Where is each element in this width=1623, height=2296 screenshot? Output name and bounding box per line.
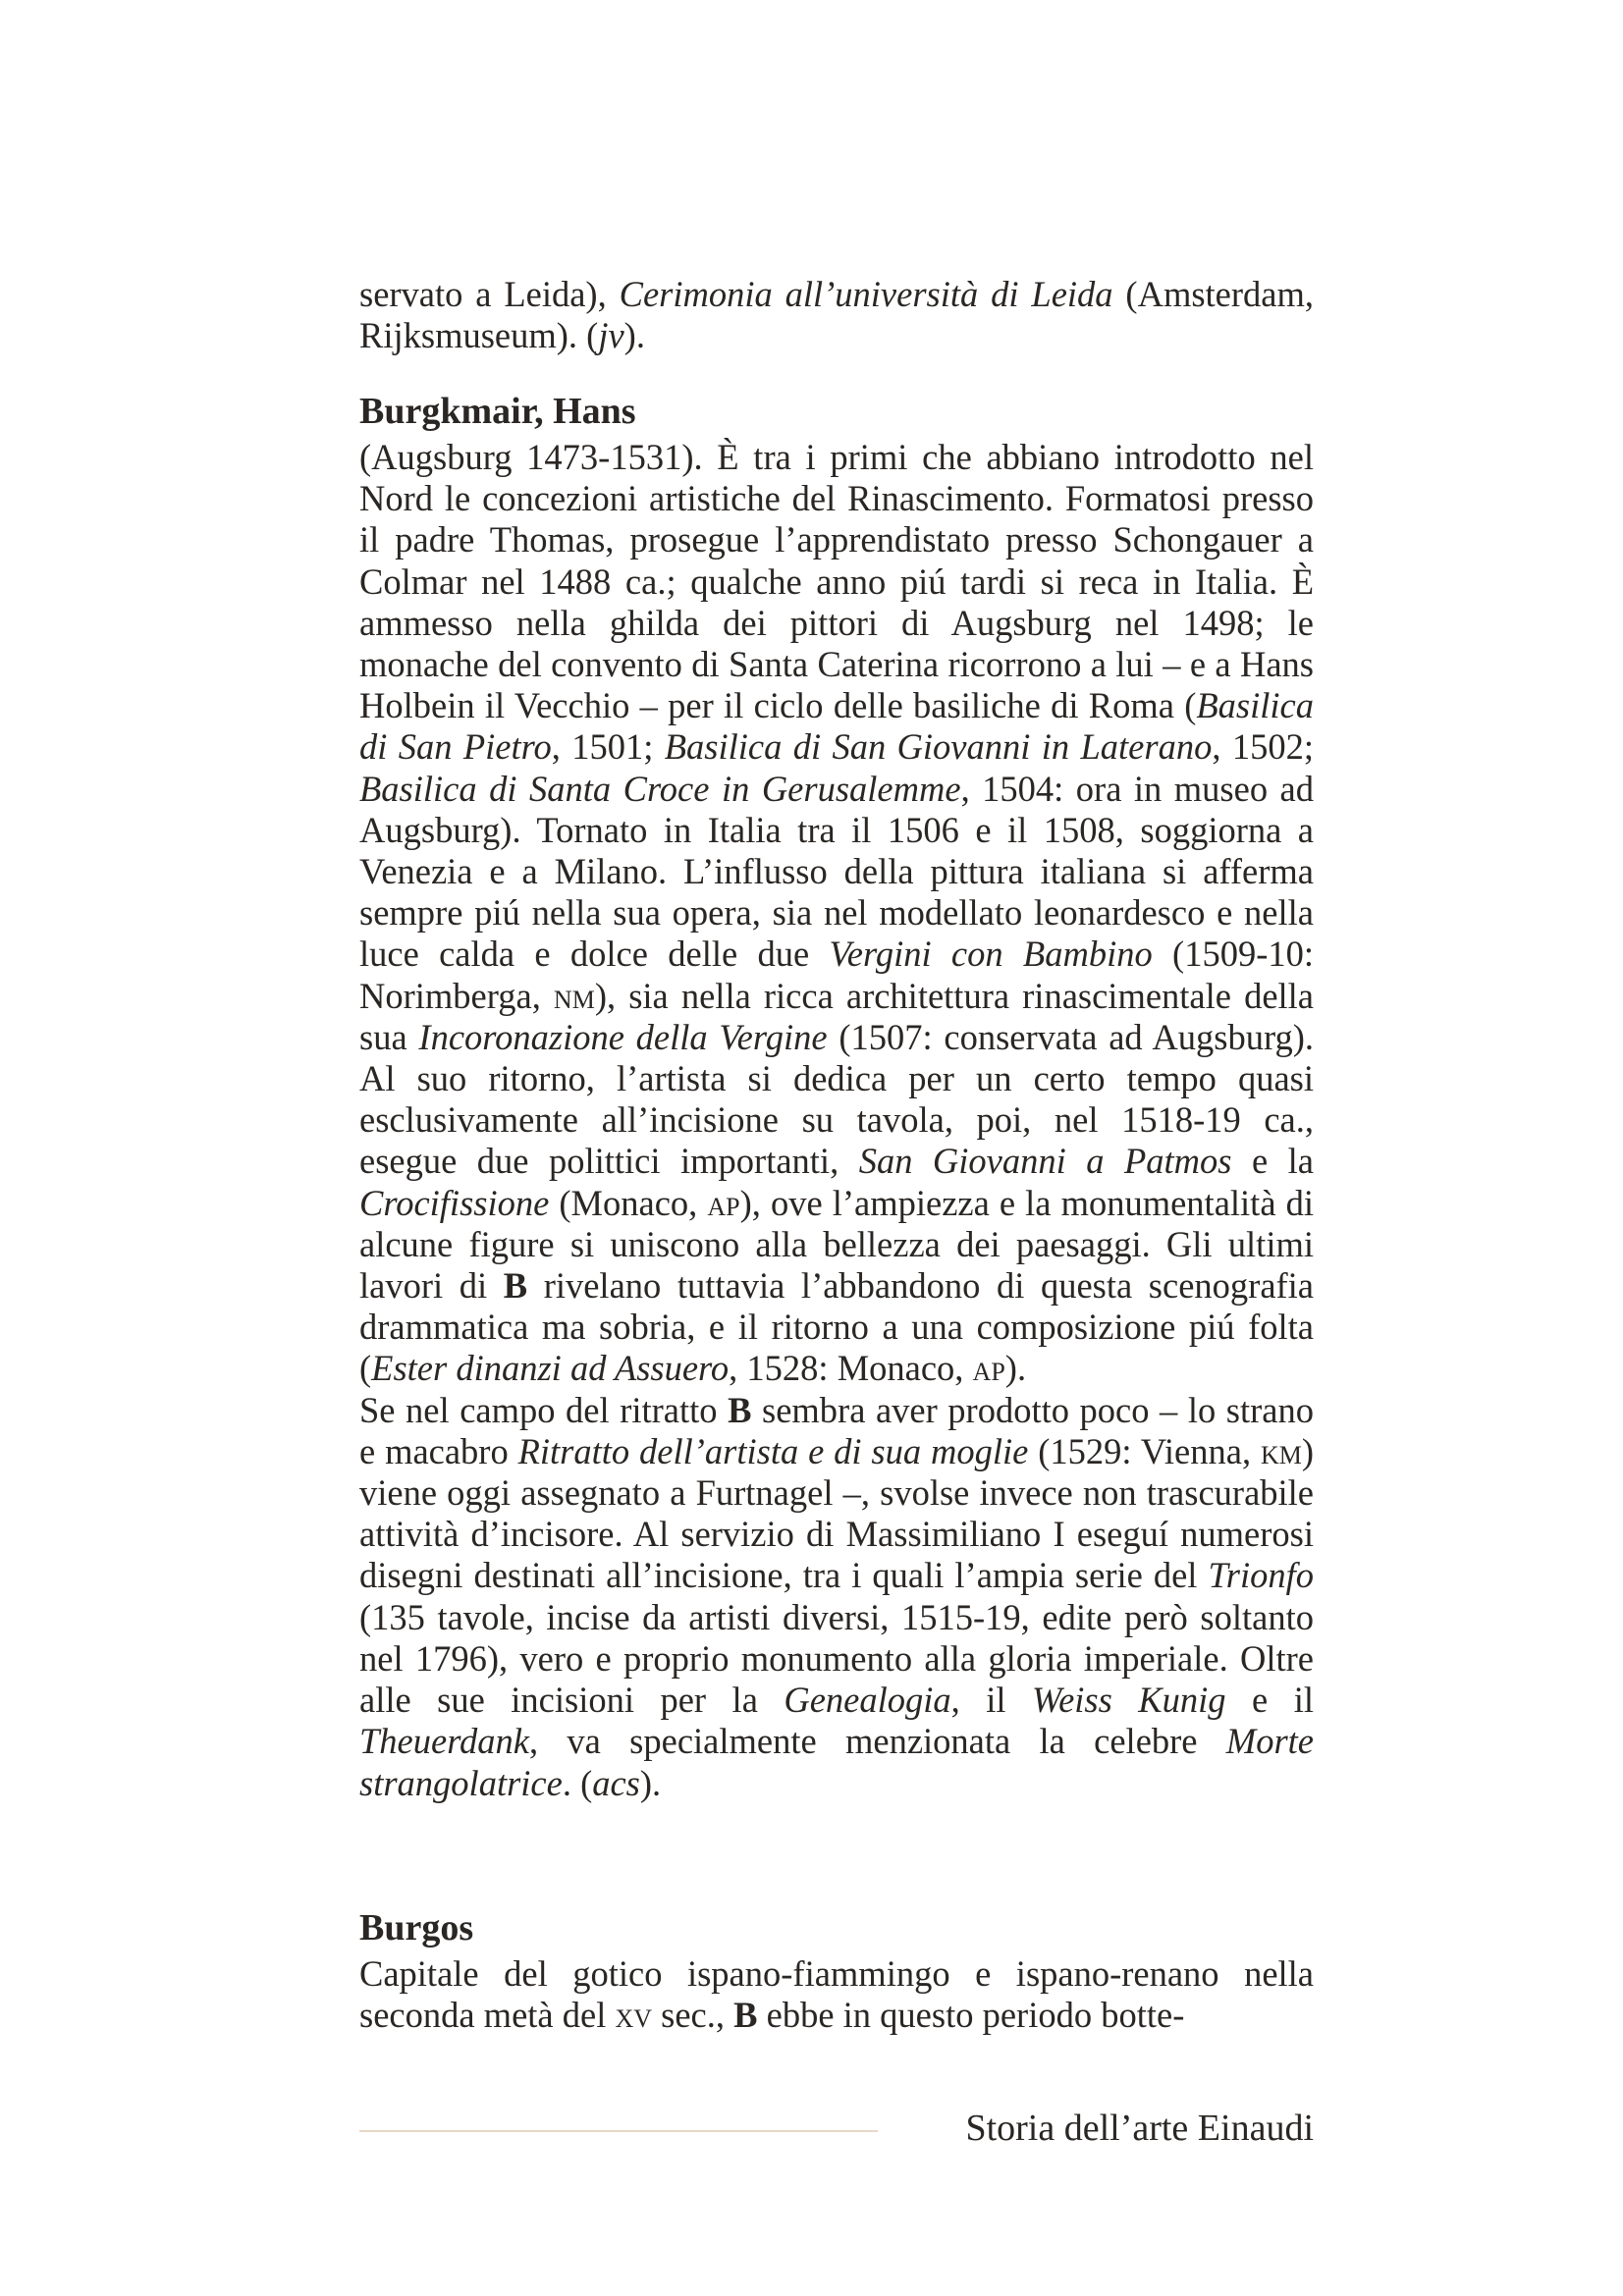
previous-entry-continuation bbox=[359, 274, 1314, 356]
text-run: ), ove l’ampiezza e la monumentalità di alcune figure si uniscono alla bellezza dei paesaggi. Gli ultimi lavori di bbox=[359, 1182, 1314, 1307]
text-run: ). bbox=[1004, 1348, 1027, 1389]
text-run: ) viene oggi assegnato a Furtnagel –, svolse invece non trascurabile attività d’incisore. Al servizio di Massimiliano I eseguí numerosi disegni destinati all’incisione, tra i quali l’ampia serie del bbox=[359, 1430, 1314, 1596]
museum-abbreviation: nm bbox=[553, 975, 595, 1016]
text-run: , il bbox=[950, 1680, 1033, 1721]
text-run: . ( bbox=[562, 1762, 593, 1803]
museum-abbreviation: ap bbox=[707, 1182, 740, 1223]
artwork-title: Crocifissione bbox=[359, 1182, 550, 1223]
text-run: , 1504: ora in museo ad Augsburg). Tornato in Italia tra il 1506 e il 1508, soggiorna a Venezia e a Milano. L’influsso della pittura italiana si afferma sempre piú nella sua opera, sia nel modellato leonardesco e nella luce calda e dolce delle due bbox=[359, 768, 1315, 975]
text-run: sembra aver prodotto poco – lo strano e macabro bbox=[359, 1389, 1314, 1471]
text-run: servato a Leida), bbox=[359, 274, 620, 314]
continuation-paragraph bbox=[359, 274, 1314, 356]
text-run: ). bbox=[639, 1762, 662, 1803]
text-run: e la bbox=[1231, 1141, 1314, 1182]
text-run: , 1528: Monaco, bbox=[729, 1348, 973, 1389]
artwork-title: Incoronazione della Vergine bbox=[418, 1016, 828, 1057]
text-run: Capitale del gotico ispano-fiammingo e ispano-renano nella seconda metà del bbox=[359, 1953, 1314, 2036]
text-run: Se nel campo del ritratto bbox=[359, 1389, 729, 1430]
text-run: (135 tavole, incise da artisti diversi, 1515-19, edite però soltanto nel 1796), vero e proprio monumento alla gloria imperiale. Oltre alle sue incisioni per la bbox=[359, 1596, 1314, 1721]
entry-abbreviation: B bbox=[503, 1265, 528, 1307]
text-run: (Amsterdam, Rijksmuseum). ( bbox=[359, 274, 1315, 356]
text-run: sec., bbox=[652, 1995, 734, 2036]
author-initials: acs bbox=[592, 1762, 640, 1803]
text-run: rivelano tuttavia l’abbandono di questa scenografia drammatica ma sobria, e il ritorno a una composizione piú folta ( bbox=[359, 1265, 1315, 1389]
author-initials: jv bbox=[598, 315, 624, 356]
text-run: (1509-10: Norimberga, bbox=[359, 934, 1314, 1016]
entry-burgos bbox=[359, 1906, 1314, 2036]
entry-paragraph bbox=[359, 1390, 1314, 1804]
century-numeral: xv bbox=[615, 1995, 653, 2036]
entry-abbreviation: B bbox=[728, 1389, 752, 1430]
artwork-title: Weiss Kunig bbox=[1032, 1680, 1226, 1721]
artwork-title: Morte strangolatrice bbox=[359, 1721, 1314, 1803]
entry-burgkmair bbox=[359, 390, 1314, 1804]
artwork-title: Basilica di San Pietro bbox=[359, 685, 1314, 768]
entry-heading: Burgkmair, Hans bbox=[359, 391, 636, 432]
artwork-title: Ritratto dell’artista e di sua moglie bbox=[517, 1430, 1029, 1471]
museum-abbreviation: ap bbox=[972, 1348, 1005, 1389]
text-run: ). bbox=[623, 315, 645, 356]
text-run: e il bbox=[1225, 1680, 1314, 1721]
artwork-title: San Giovanni a Patmos bbox=[858, 1141, 1232, 1182]
artwork-title: Theuerdank bbox=[359, 1721, 530, 1762]
artwork-title: Basilica di San Giovanni in Laterano bbox=[664, 726, 1213, 768]
text-run: (Augsburg 1473-1531). È tra i primi che abbiano introdotto nel Nord le concezioni artistiche del Rinascimento. Formatosi presso il padre Thomas, prosegue l’apprendistato presso Schongauer a Colmar nel 1488 ca.; qualche anno piú tardi si reca in Italia. È ammesso nella ghilda dei pittori di Augsburg nel 1498; le monache del convento di Santa Caterina ricorrono a lui – e a Hans Holbein il Vecchio – per il ciclo delle basiliche di Roma ( bbox=[359, 437, 1314, 726]
text-run: , 1501; bbox=[551, 726, 665, 768]
text-run: ebbe in questo periodo botte- bbox=[757, 1995, 1185, 2036]
artwork-title: Cerimonia all’università di Leida bbox=[619, 274, 1113, 314]
artwork-title: Vergini con Bambino bbox=[829, 934, 1153, 975]
artwork-title: Trionfo bbox=[1208, 1555, 1314, 1596]
footer-rule bbox=[359, 2130, 878, 2132]
text-run: , va specialmente menzionata la celebre bbox=[529, 1721, 1226, 1762]
entry-paragraph bbox=[359, 1953, 1314, 2036]
entry-abbreviation: B bbox=[733, 1995, 758, 2036]
text-run: (Monaco, bbox=[549, 1182, 708, 1223]
artwork-title: Ester dinanzi ad Assuero bbox=[371, 1348, 730, 1389]
text-run: (1507: conservata ad Augsburg). Al suo ritorno, l’artista si dedica per un certo tempo quasi esclusivamente all’incisione su tavola, poi, nel 1518-19 ca., esegue due polittici importanti, bbox=[359, 1016, 1315, 1182]
footer-publication-title: Storia dell’arte Einaudi bbox=[965, 2108, 1314, 2149]
artwork-title: Genealogia bbox=[784, 1680, 951, 1721]
text-run: ), sia nella ricca architettura rinascimentale della sua bbox=[359, 975, 1314, 1057]
museum-abbreviation: km bbox=[1260, 1430, 1302, 1471]
entry-paragraph bbox=[359, 437, 1314, 1390]
entry-heading: Burgos bbox=[359, 1907, 474, 1949]
text-run: , 1502; bbox=[1212, 726, 1314, 768]
text-run: (1529: Vienna, bbox=[1028, 1430, 1261, 1471]
artwork-title: Basilica di Santa Croce in Gerusalemme bbox=[359, 768, 961, 809]
